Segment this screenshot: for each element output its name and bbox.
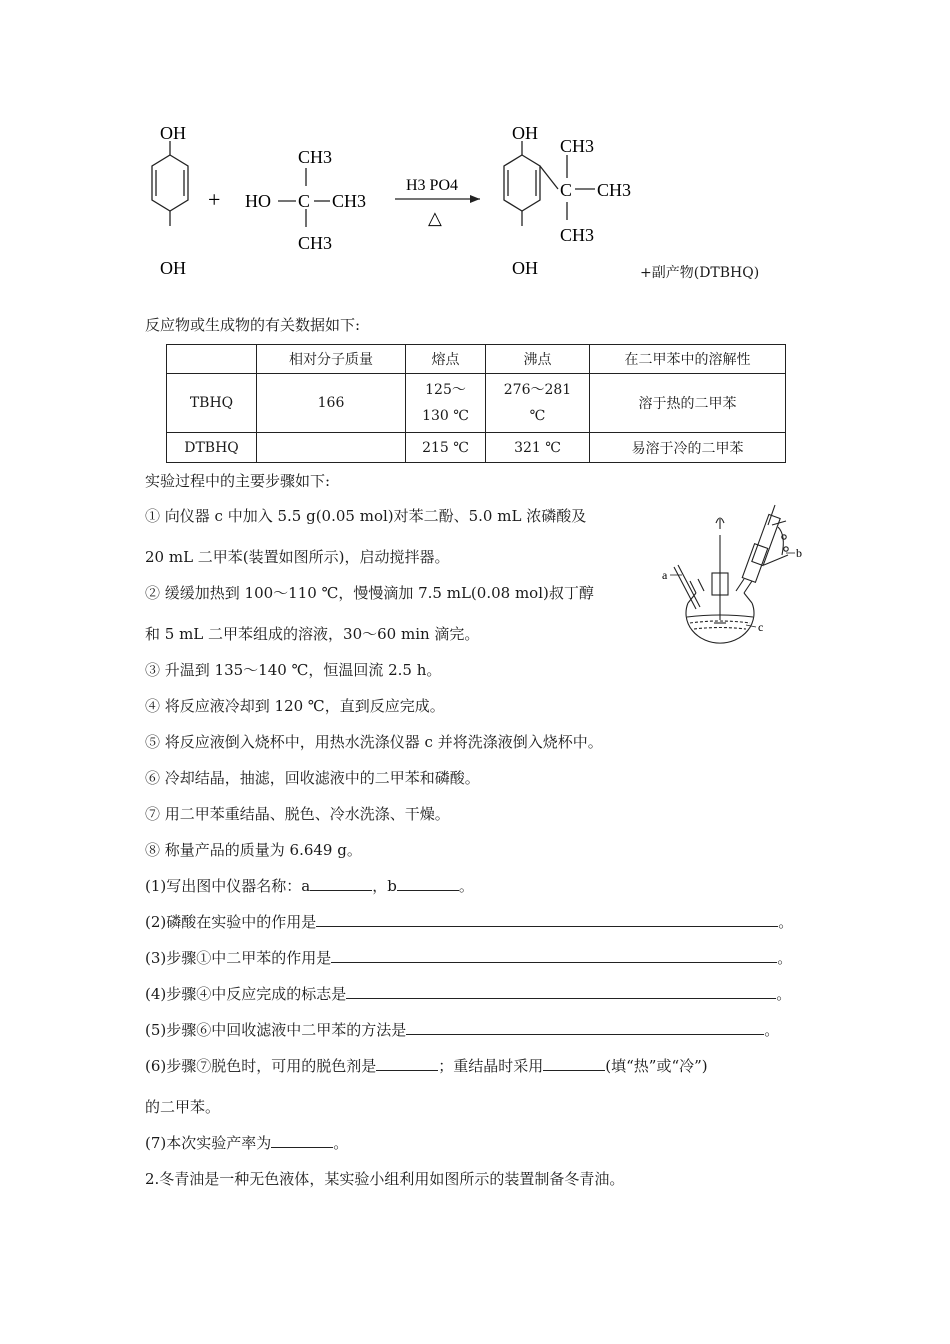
label-a: a xyxy=(662,568,668,582)
header-bp: 沸点 xyxy=(486,345,590,374)
table-row xyxy=(167,374,786,433)
q6-prefix: (6)步骤⑦脱色时，可用的脱色剂是 xyxy=(145,1057,377,1075)
cell-solubility: 易溶于冷的二甲苯 xyxy=(590,433,786,463)
question-2 xyxy=(145,911,793,932)
tbhq-oh-top: OH xyxy=(512,123,538,143)
cell-mp xyxy=(406,374,486,433)
tbhq-ch3-top: CH3 xyxy=(560,136,595,156)
q2-end: 。 xyxy=(778,913,794,931)
cell-mp: 215 ℃ xyxy=(406,433,486,463)
cell-bp: 321 ℃ xyxy=(486,433,590,463)
q1-blank-a[interactable] xyxy=(310,875,372,891)
catalyst-label: H3 PO4 xyxy=(406,177,459,194)
cell-mw xyxy=(257,433,406,463)
q6-mid: ；重结晶时采用 xyxy=(438,1057,544,1075)
cell-bp-line1: 276～281 xyxy=(503,382,572,398)
q1-mid: ，b xyxy=(372,877,397,895)
steps-title: 实验过程中的主要步骤如下: xyxy=(145,472,331,490)
cell-name: TBHQ xyxy=(167,374,257,433)
step-6: ⑥ 冷却结晶，抽滤，回收滤液中的二甲苯和磷酸。 xyxy=(145,769,480,787)
data-table xyxy=(166,344,786,463)
table-header-row xyxy=(167,345,786,374)
step-1a: ① 向仪器 c 中加入 5.5 g(0.05 mol)对苯二酚、5.0 mL 浓磷酸及 xyxy=(145,507,587,525)
question-3 xyxy=(145,947,792,968)
tbuoh-c: C xyxy=(298,191,311,211)
cell-mw: 166 xyxy=(257,374,406,433)
q3-end: 。 xyxy=(777,949,793,967)
header-mw: 相对分子质量 xyxy=(257,345,406,374)
tbhq-c: C xyxy=(560,180,573,200)
tbuoh-ch3-right: CH3 xyxy=(332,191,367,211)
hydroquinone-structure xyxy=(152,141,188,226)
step-1b: 20 mL 二甲苯(装置如图所示)，启动搅拌器。 xyxy=(145,548,450,566)
question-1 xyxy=(145,875,474,896)
tbuoh-ho: HO xyxy=(245,191,271,211)
step-4: ④ 将反应液冷却到 120 ℃，直到反应完成。 xyxy=(145,697,445,715)
label-b: b xyxy=(796,546,802,560)
q7-blank[interactable] xyxy=(271,1132,333,1148)
tbuoh-ch3-bottom: CH3 xyxy=(298,233,333,253)
tbhq-ch3-right: CH3 xyxy=(597,180,632,200)
table-intro: 反应物或生成物的有关数据如下: xyxy=(145,316,361,334)
q7-prefix: (7)本次实验产率为 xyxy=(145,1134,272,1152)
q7-end: 。 xyxy=(333,1134,349,1152)
cell-mp-line2: 130 ℃ xyxy=(422,408,469,424)
label-c: c xyxy=(758,620,764,634)
q6-hint: (填“热”或“冷”) xyxy=(605,1057,708,1075)
hydroquinone-oh-top: OH xyxy=(160,123,186,143)
apparatus-figure xyxy=(660,495,810,645)
tbhq-oh-bottom: OH xyxy=(512,258,538,278)
header-mp: 熔点 xyxy=(406,345,486,374)
q1-prefix: (1)写出图中仪器名称：a xyxy=(145,877,311,895)
question-5 xyxy=(145,1019,779,1040)
plus-sign: + xyxy=(208,187,221,212)
cell-bp xyxy=(486,374,590,433)
q5-prefix: (5)步骤⑥中回收滤液中二甲苯的方法是 xyxy=(145,1021,407,1039)
q2-blank[interactable] xyxy=(316,911,778,927)
q4-blank[interactable] xyxy=(346,983,776,999)
tbhq-ch3-bottom: CH3 xyxy=(560,225,595,245)
q5-end: 。 xyxy=(764,1021,780,1039)
q2-prefix: (2)磷酸在实验中的作用是 xyxy=(145,913,317,931)
tbuoh-ch3-top: CH3 xyxy=(298,147,333,167)
q4-prefix: (4)步骤④中反应完成的标志是 xyxy=(145,985,347,1003)
q3-blank[interactable] xyxy=(331,947,777,963)
next-question: 2.冬青油是一种无色液体，某实验小组利用如图所示的装置制备冬青油。 xyxy=(145,1170,625,1188)
question-6-cont: 的二甲苯。 xyxy=(145,1098,221,1116)
step-2a: ② 缓缓加热到 100～110 ℃，慢慢滴加 7.5 mL(0.08 mol)叔丁醇 xyxy=(145,584,594,602)
question-7 xyxy=(145,1132,348,1153)
hydroquinone-oh-bottom: OH xyxy=(160,258,186,278)
q1-blank-b[interactable] xyxy=(397,875,459,891)
q6-blank-a[interactable] xyxy=(376,1055,438,1071)
arrow-head xyxy=(470,195,480,203)
table-row xyxy=(167,433,786,463)
step-7: ⑦ 用二甲苯重结晶、脱色、冷水洗涤、干燥。 xyxy=(145,805,450,823)
step-8: ⑧ 称量产品的质量为 6.649 g。 xyxy=(145,841,362,859)
cell-bp-line2: ℃ xyxy=(529,408,546,424)
cell-mp-line1: 125～ xyxy=(425,382,466,398)
question-4 xyxy=(145,983,791,1004)
step-5: ⑤ 将反应液倒入烧杯中，用热水洗涤仪器 c 并将洗涤液倒入烧杯中。 xyxy=(145,733,603,751)
q4-end: 。 xyxy=(776,985,792,1003)
q5-blank[interactable] xyxy=(406,1019,764,1035)
cell-solubility: 溶于热的二甲苯 xyxy=(590,374,786,433)
heat-label: △ xyxy=(428,208,442,228)
header-solubility: 在二甲苯中的溶解性 xyxy=(590,345,786,374)
step-3: ③ 升温到 135～140 ℃，恒温回流 2.5 h。 xyxy=(145,661,442,679)
header-empty xyxy=(167,345,257,374)
q6-blank-b[interactable] xyxy=(543,1055,605,1071)
cell-name: DTBHQ xyxy=(167,433,257,463)
question-6 xyxy=(145,1055,708,1076)
q3-prefix: (3)步骤①中二甲苯的作用是 xyxy=(145,949,332,967)
byproduct-label: +副产物(DTBHQ) xyxy=(640,265,760,281)
q1-end: 。 xyxy=(458,877,474,895)
step-2b: 和 5 mL 二甲苯组成的溶液，30～60 min 滴完。 xyxy=(145,625,480,643)
